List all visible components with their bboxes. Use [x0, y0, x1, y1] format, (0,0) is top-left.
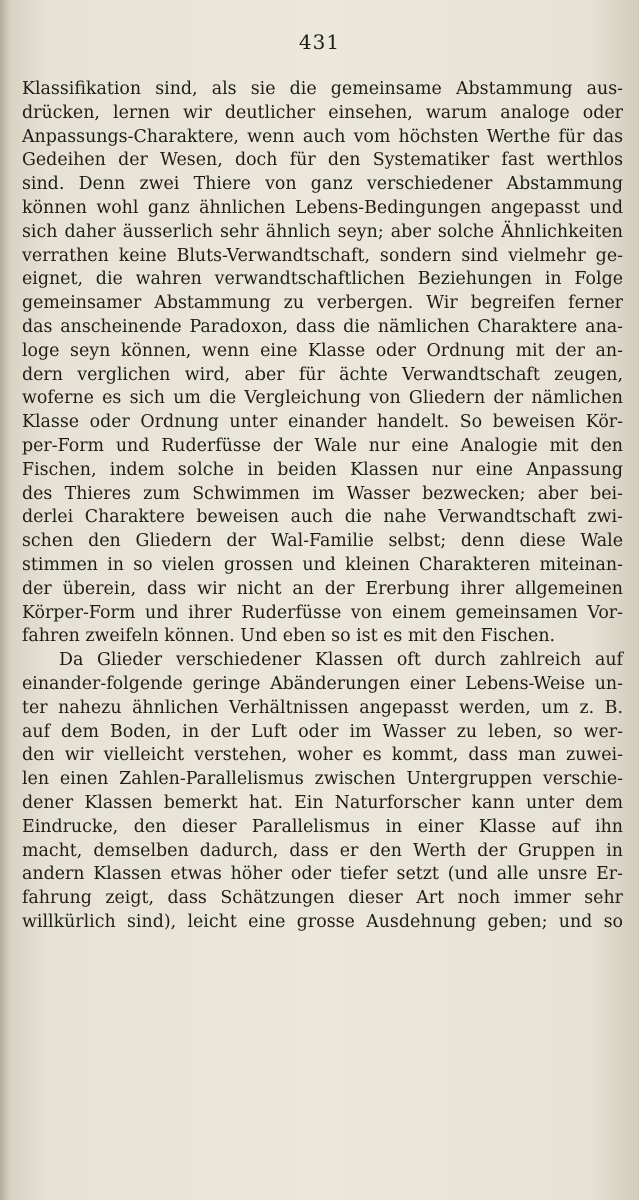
text-line: Klassifikation sind, als sie die gemeinsame Abstammung aus-	[22, 79, 623, 99]
text-line: derlei Charaktere beweisen auch die nahe Verwandtschaft zwi-	[22, 507, 623, 528]
text-line: per-Form und Ruderfüsse der Wale nur eine Analogie mit den	[22, 435, 623, 456]
text-line: macht, demselben dadurch, dass er den Werth der Gruppen in	[22, 840, 623, 861]
text-line: Körper-Form und ihrer Ruderfüsse von einem gemeinsamen Vor-	[22, 602, 623, 623]
text-line: des Thieres zum Schwimmen im Wasser bezwecken; aber bei-	[22, 483, 623, 504]
text-line: len einen Zahlen-Parallelismus zwischen Untergruppen verschie-	[22, 769, 623, 790]
page-number: 431	[298, 30, 341, 54]
text-line: Gedeihen der Wesen, doch für den Systematiker fast werthlos	[22, 150, 623, 171]
text-line: Anpassungs-Charaktere, wenn auch vom höchsten Werthe für das	[22, 126, 623, 147]
text-line: können wohl ganz ähnlichen Lebens-Bedingungen angepasst und	[22, 197, 623, 218]
text-line: der überein, dass wir nicht an der Ererbung ihrer allgemeinen	[22, 578, 623, 599]
paragraph-2	[22, 649, 623, 935]
text-line: schen den Gliedern der Wal-Familie selbst; denn diese Wale	[22, 531, 623, 552]
paragraph-1	[22, 78, 623, 649]
binding-shadow	[0, 0, 10, 1200]
text-line: einander-folgende geringe Abänderungen einer Lebens-Weise un-	[22, 673, 623, 694]
text-line: stimmen in so vielen grossen und kleinen Charakteren miteinan-	[22, 554, 623, 575]
text-line: eignet, die wahren verwandtschaftlichen Beziehungen in Folge	[22, 269, 623, 290]
text-line: das anscheinende Paradoxon, dass die nämlichen Charaktere ana-	[22, 316, 623, 337]
text-line: verrathen keine Bluts-Verwandtschaft, sondern sind vielmehr ge-	[22, 245, 623, 266]
text-line: drücken, lernen wir deutlicher einsehen, warum analoge oder	[22, 102, 623, 123]
text-line: Fischen, indem solche in beiden Klassen nur eine Anpassung	[22, 459, 623, 480]
text-line: loge seyn können, wenn eine Klasse oder Ordnung mit der an-	[22, 340, 623, 361]
text-line: Eindrucke, den dieser Parallelismus in einer Klasse auf ihn	[22, 816, 623, 837]
text-line: woferne es sich um die Vergleichung von Gliedern der nämlichen	[22, 388, 623, 409]
text-line: sind. Denn zwei Thiere von ganz verschiedener Abstammung	[22, 174, 623, 195]
text-line: Klasse oder Ordnung unter einander handelt. So beweisen Kör-	[22, 412, 623, 433]
text-line: den wir vielleicht verstehen, woher es kommt, dass man zuwei-	[22, 745, 623, 766]
text-line: dener Klassen bemerkt hat. Ein Naturforscher kann unter dem	[22, 792, 623, 813]
text-line: sich daher äusserlich sehr ähnlich seyn; aber solche Ähnlichkeiten	[22, 221, 623, 242]
text-line: fahren zweifeln können. Und eben so ist es mit den Fischen.	[22, 626, 556, 647]
text-line: ter nahezu ähnlichen Verhältnissen angepasst werden, um z. B.	[22, 697, 623, 718]
text-line: auf dem Boden, in der Luft oder im Wasser zu leben, so wer-	[22, 721, 623, 742]
text-line: andern Klassen etwas höher oder tiefer setzt (und alle unsre Er-	[22, 864, 623, 885]
body-text	[22, 78, 623, 935]
text-line: fahrung zeigt, dass Schätzungen dieser Art noch immer sehr	[22, 888, 623, 909]
text-line: Da Glieder verschiedener Klassen oft durch zahlreich auf	[59, 650, 623, 671]
text-line: willkürlich sind), leicht eine grosse Ausdehnung geben; und so	[22, 911, 623, 932]
text-line: gemeinsamer Abstammung zu verbergen. Wir begreifen ferner	[22, 293, 623, 314]
text-line: dern verglichen wird, aber für ächte Verwandtschaft zeugen,	[22, 364, 623, 385]
